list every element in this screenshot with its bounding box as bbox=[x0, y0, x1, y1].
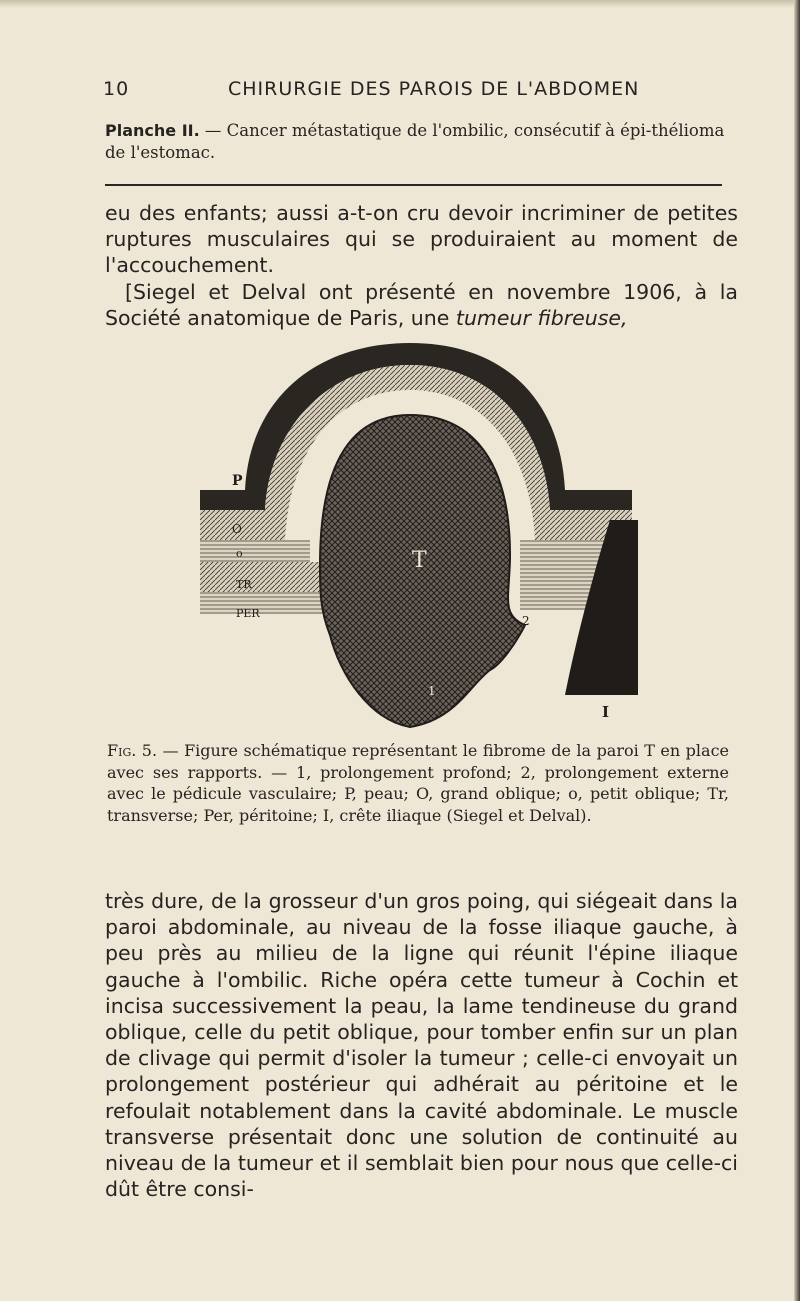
page-number: 10 bbox=[103, 78, 130, 100]
label-tr: TR bbox=[236, 578, 252, 591]
body-text-bottom bbox=[105, 888, 738, 1202]
emphasis-text: tumeur fibreuse, bbox=[455, 305, 628, 330]
tumor-figure bbox=[170, 335, 650, 735]
transverse-layer bbox=[200, 562, 320, 592]
label-p: P bbox=[232, 473, 243, 489]
label-o-grand: O bbox=[232, 522, 242, 536]
figure-caption-number: Fig. 5. bbox=[107, 741, 158, 760]
paragraph-3: très dure, de la grosseur d'un gros poing, qui siégeait dans la paroi abdominale, au niveau de la fosse iliaque gauche, à peu près au milieu de la ligne qui réunit l'épine iliaque gauche à l'ombilic. Riche opéra cette tumeur à Cochin et incisa successivement la peau, la lame tendineuse du grand oblique, celle du petit oblique, pour tomber enfin sur un plan de clivage qui permit d'isoler la tumeur ; celle-ci envoyait un prolongement postérieur qui adhérait au péritoine et le refoulait notablement dans la cavité abdominale. Le muscle transverse présentait donc une solution de continuité au niveau de la tumeur et il semblait bien pour nous que celle-ci dût être consi- bbox=[105, 889, 738, 1202]
label-i: I bbox=[602, 703, 610, 721]
horizontal-rule bbox=[105, 184, 722, 186]
running-head bbox=[103, 78, 723, 108]
paragraph-2-text: [Siegel et Delval ont présenté en novembre 1906, à la Société anatomique de Paris, une bbox=[105, 279, 738, 330]
plate-caption-text: — Cancer métastatique de l'ombilic, consécutif à épi-thélioma de l'estomac. bbox=[105, 121, 725, 162]
label-1: 1 bbox=[428, 684, 436, 698]
label-per: PER bbox=[236, 607, 260, 620]
page-edge bbox=[794, 0, 800, 1301]
paragraph-1: eu des enfants; aussi a-t-on cru devoir incriminer de petites ruptures musculaires qui se produiraient au moment de l'accouchement. bbox=[105, 201, 738, 278]
figure-caption bbox=[107, 740, 729, 826]
label-t: T bbox=[412, 548, 427, 573]
figure-caption-text: — Figure schématique représentant le fibrome de la paroi T en place avec ses rapports. — 1, prolongement profond; 2, prolongement externe avec le pédicule vasculaire; P, peau; O, grand oblique; o, petit oblique; Tr, transverse; Per, péritoine; I, crête iliaque (Siegel et Delval). bbox=[107, 741, 729, 825]
oblique-layer bbox=[200, 540, 310, 562]
running-title: CHIRURGIE DES PAROIS DE L'ABDOMEN bbox=[228, 78, 640, 100]
body-text-top bbox=[105, 200, 738, 331]
page-top-shadow bbox=[0, 0, 800, 8]
plate-label: Planche II. bbox=[105, 121, 200, 140]
paragraph-2 bbox=[105, 279, 738, 331]
plate-caption bbox=[105, 120, 725, 164]
label-o-petit: o bbox=[236, 547, 243, 560]
peritoneum-layer bbox=[200, 592, 325, 614]
label-2: 2 bbox=[522, 614, 530, 628]
